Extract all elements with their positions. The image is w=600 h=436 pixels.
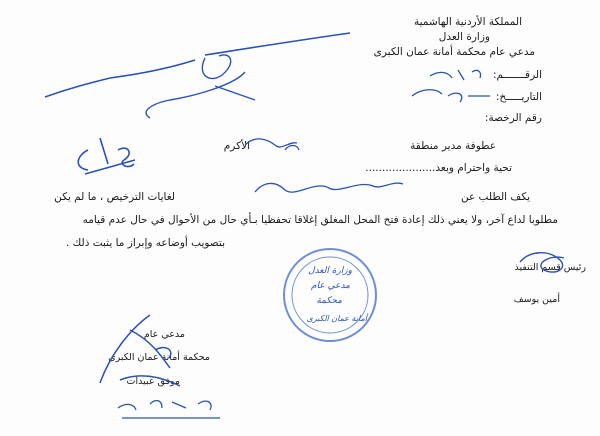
handwritten-note-loop (202, 55, 230, 79)
ref-label: الرقـــــــم: (493, 69, 542, 81)
prosecutor-title: مدعي عام (143, 329, 185, 340)
enforcement-head-name: أمين يوسف (513, 294, 560, 305)
body-line1-start: يكف الطلب عن (460, 191, 530, 203)
addressee-suffix: الأكرم (223, 140, 250, 152)
date-handwriting (412, 90, 490, 102)
body-line1-end: لغايات الترخيص ، ما لم يكن (54, 191, 175, 203)
handwritten-diagonal-stroke (215, 86, 255, 100)
stamp-middle1: مدعي عام (311, 281, 350, 291)
greeting: تحية واحترام وبعد..................... (365, 162, 512, 174)
header-court: مدعي عام محكمة أمانة عمان الكبرى (373, 46, 535, 58)
enforcement-head-title: رئيس قسم التنفيذ (514, 262, 586, 273)
prosecutor-signature (100, 315, 180, 386)
addressee-prefix: عطوفة مدير منطقة (410, 140, 496, 152)
stamp-top: وزارة العدل (308, 266, 352, 276)
header-kingdom: المملكة الأردنية الهاشمية (413, 16, 522, 28)
stamp-middle2: محكمة (316, 296, 342, 306)
official-stamp (284, 249, 376, 341)
body-line2: مطلوبا لداع آخر، ولا يعني ذلك إعادة فتح المحل المغلق إغلاقا تحفظيا بـأي حال من الأحوال في حال عدم قيامه (82, 214, 558, 226)
ref-handwriting (430, 70, 481, 80)
handwritten-note-strokes (45, 33, 350, 97)
body-handwriting (255, 183, 403, 192)
prosecutor-note: موفق عبيدات (126, 376, 180, 387)
addressee-handwriting (245, 139, 299, 150)
header-ministry: وزارة العدل (438, 31, 490, 43)
margin-mark (78, 138, 135, 174)
stamp-bottom: أمانة عمان الكبرى (306, 314, 367, 323)
body-line3: بتصويب أوضاعه وإبراز ما يثبت ذلك . (65, 237, 225, 249)
license-label: رقم الرخصة: (484, 112, 542, 124)
enforcement-signature (520, 253, 564, 272)
date-label: التاريـــــخ: (495, 91, 542, 103)
handwritten-underline (146, 72, 245, 118)
prosecutor-court: محكمة أمانة عمان الكبرى (108, 352, 210, 363)
bottom-date-handwriting (118, 401, 220, 418)
